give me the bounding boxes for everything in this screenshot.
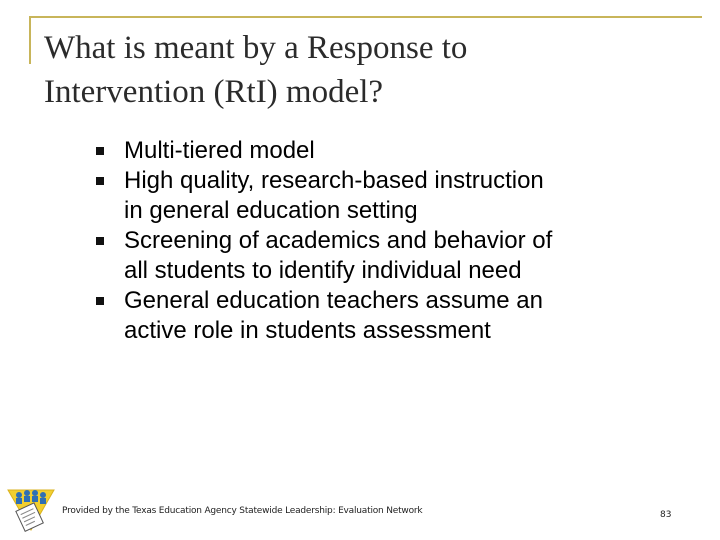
footer-attribution: Provided by the Texas Education Agency Statewide Leadership: Evaluation Network (62, 506, 423, 516)
bullet-text-line: General education teachers assume an (124, 287, 543, 314)
education-network-logo-icon (6, 484, 56, 532)
bullet-text-line: all students to identify individual need (124, 257, 522, 284)
bullet-list (96, 136, 676, 346)
bullet-text-line: High quality, research-based instruction (124, 167, 544, 194)
bullet-item (96, 166, 676, 226)
bullet-item (96, 286, 676, 346)
slide-title-line-1: What is meant by a Response to (44, 30, 468, 66)
slide-title-line-2: Intervention (RtI) model? (44, 74, 384, 110)
slide-title (44, 26, 684, 114)
bullet-item (96, 226, 676, 286)
bullet-text-line: Screening of academics and behavior of (124, 227, 553, 254)
bullet-text-line: Multi-tiered model (124, 137, 315, 164)
square-bullet-icon (96, 147, 104, 155)
square-bullet-icon (96, 237, 104, 245)
frame-left-rule (29, 16, 31, 64)
frame-top-rule (29, 16, 702, 18)
bullet-text-line: in general education setting (124, 197, 418, 224)
page-number: 83 (660, 510, 672, 520)
bullet-item (96, 136, 676, 166)
bullet-text-line: active role in students assessment (124, 317, 491, 344)
square-bullet-icon (96, 177, 104, 185)
square-bullet-icon (96, 297, 104, 305)
